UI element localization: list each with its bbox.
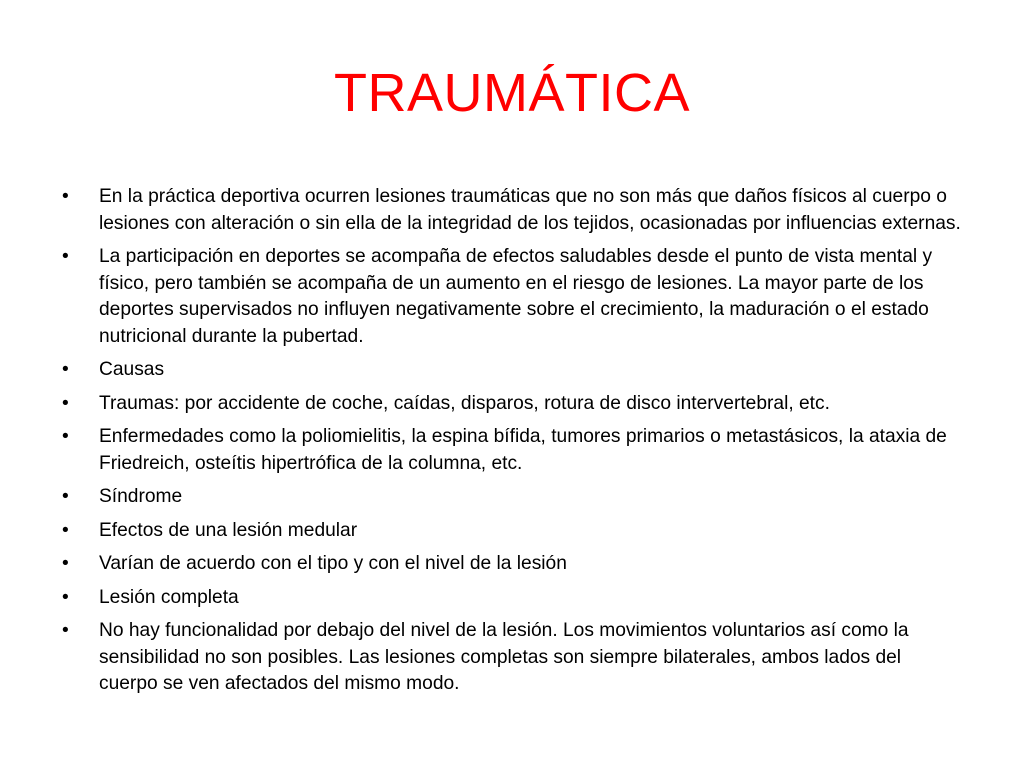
bullet-text: Traumas: por accidente de coche, caídas, disparos, rotura de disco intervertebral, etc. bbox=[99, 392, 830, 414]
bullet-icon: • bbox=[62, 186, 69, 207]
bullet-item bbox=[62, 518, 962, 545]
bullet-text: Enfermedades como la poliomielitis, la espina bífida, tumores primarios o metastásicos, la ataxia de Friedreich, osteítis hipertrófica de la columna, etc. bbox=[99, 426, 947, 474]
slide-title: TRAUMÁTICA bbox=[334, 63, 690, 123]
bullet-item bbox=[62, 184, 962, 237]
bullet-icon: • bbox=[62, 620, 69, 641]
bullet-list bbox=[62, 184, 962, 705]
bullet-icon: • bbox=[62, 392, 69, 414]
bullet-item bbox=[62, 424, 962, 477]
bullet-text: Causas bbox=[99, 359, 165, 380]
bullet-icon: • bbox=[62, 586, 69, 608]
bullet-icon: • bbox=[62, 553, 69, 574]
bullet-text: La participación en deportes se acompaña de efectos saludables desde el punto de vista mental y físico, pero también se acompaña de un aumento en el riesgo de lesiones. La mayor parte de los deportes supervisados no influyen negativamente sobre el crecimiento, la maduración o el estado nutricional durante la pubertad. bbox=[99, 246, 933, 347]
bullet-text: Lesión completa bbox=[99, 586, 239, 608]
bullet-item bbox=[62, 551, 962, 578]
bullet-item bbox=[62, 484, 962, 511]
bullet-item bbox=[62, 585, 962, 612]
bullet-item bbox=[62, 618, 962, 698]
bullet-item bbox=[62, 244, 962, 350]
bullet-item bbox=[62, 357, 962, 384]
bullet-text: Varían de acuerdo con el tipo y con el nivel de la lesión bbox=[99, 553, 567, 574]
bullet-icon: • bbox=[62, 359, 69, 380]
bullet-text: Efectos de una lesión medular bbox=[99, 519, 358, 541]
bullet-icon: • bbox=[62, 519, 69, 541]
bullet-icon: • bbox=[62, 426, 69, 447]
bullet-item bbox=[62, 391, 962, 418]
bullet-icon: • bbox=[62, 486, 69, 507]
bullet-text: No hay funcionalidad por debajo del nivel de la lesión. Los movimientos voluntarios así como la sensibilidad no son posibles. Las lesiones completas son siempre bilaterales, ambos lados del cuerpo se ven afectados del mismo modo. bbox=[99, 620, 909, 694]
bullet-text: En la práctica deportiva ocurren lesiones traumáticas que no son más que daños físicos al cuerpo o lesiones con alteración o sin ella de la integridad de los tejidos, ocasionadas por influencias externas. bbox=[99, 186, 961, 234]
bullet-icon: • bbox=[62, 246, 69, 267]
bullet-text: Síndrome bbox=[99, 486, 183, 507]
